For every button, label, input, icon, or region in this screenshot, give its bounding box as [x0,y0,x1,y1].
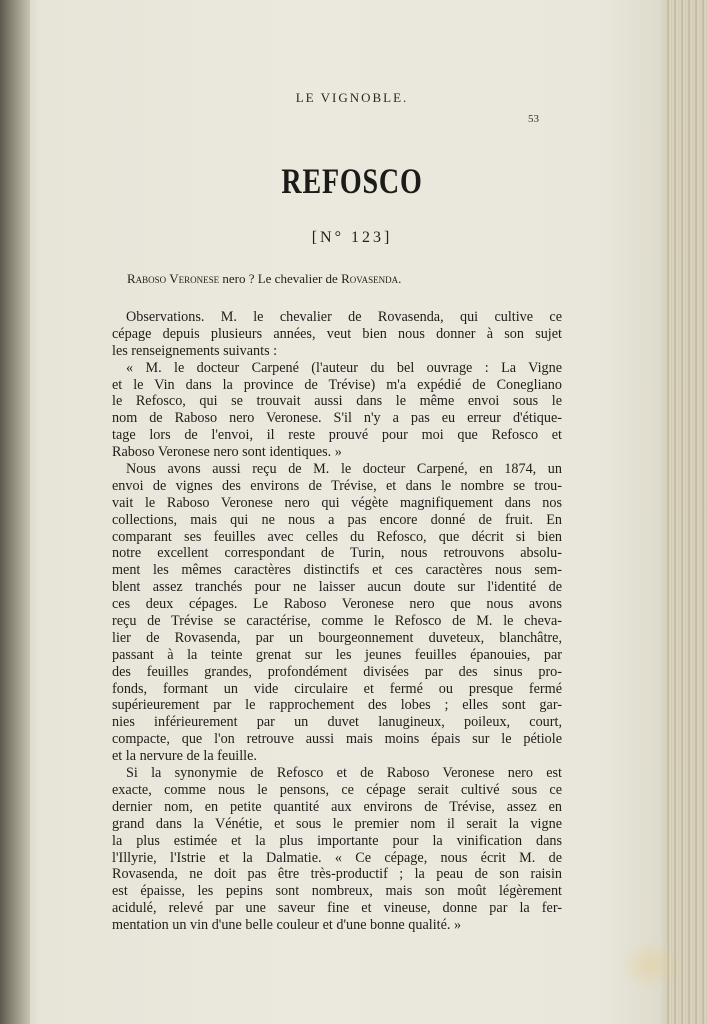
body-line: exacte, comme nous le pensons, ce cépage serait cultivé sous ce [112,781,562,798]
body-line: passant à la teinte grenat sur les jeunes feuilles épanouies, par [112,646,562,663]
page-title: REFOSCO [281,161,423,201]
body-line: Si la synonymie de Refosco et de Raboso Veronese nero est [126,765,562,782]
body-line: ces deux cépages. Le Raboso Veronese nero que nous avons [112,596,562,613]
synonyms-line [127,271,401,287]
body-text [112,309,562,934]
body-line: lier de Rovasenda, par un bourgeonnement duveteux, blanchâtre, [112,629,562,646]
body-line: la plus estimée et la plus importante pour la vinification dans [112,832,562,849]
body-line: mentation un vin d'une belle couleur et d'une bonne qualité. » [112,917,462,934]
body-line: acidulé, relevé par une saveur fine et vineuse, donne par la fer- [112,900,562,917]
body-line: nom de Raboso nero Veronese. S'il n'y a pas eu erreur d'étique- [112,410,562,427]
body-line: et la nervure de la feuille. [112,748,257,765]
body-line: collections, mais qui ne nous a pas encore donné de fruit. En [112,511,562,528]
body-line: supérieurement par le rapprochement des lobes ; elles sont gar- [112,697,562,714]
body-line: Rovasenda, ne doit pas être très-productif ; la peau de son raisin [112,866,562,883]
body-line: cépage depuis plusieurs années, veut bien nous donner à son sujet [112,325,562,342]
body-line: Raboso Veronese nero sont identiques. » [112,444,342,461]
synonym-name: Raboso Veronese [127,271,220,286]
body-line: vait le Raboso Veronese nero qui végète magnifiquement dans nos [112,494,562,511]
body-line: envoi de vignes des environs de Trévise, et dans le nombre se trou- [112,477,562,494]
body-line: comparant ses feuilles avec celles du Refosco, que décrit si bien [112,528,562,545]
body-line: l'Illyrie, l'Istrie et la Dalmatie. « Ce cépage, nous écrit M. de [112,849,562,866]
synonym-author: Rovasenda [341,271,399,286]
book-gutter [0,0,30,1024]
body-line: Nous avons aussi reçu de M. le docteur Carpené, en 1874, un [126,461,562,478]
body-line: grand dans la Vénétie, et sous le premier nom il serait la vigne [112,815,562,832]
body-line: Observations. M. le chevalier de Rovasenda, qui cultive ce [126,309,562,325]
page-content [32,0,672,1024]
body-line: ment les mêmes caractères distinctifs et ces caractères nous sem- [112,562,562,579]
body-line: le Refosco, qui se trouvait aussi dans le même envoi sous le [112,393,562,410]
body-line: nies inférieurement par un duvet lanugineux, poileux, court, [112,714,562,731]
body-line: compacte, que l'on retrouve aussi mais moins épais sur le pétiole [112,731,562,748]
page-number: 53 [528,113,539,125]
variety-number: [N° 123] [311,229,393,246]
body-line: blent assez tranchés pour ne laisser aucun doute sur l'identité de [112,579,562,596]
body-line: des feuilles grandes, profondément divisées par des sinus pro- [112,663,562,680]
running-head: LE VIGNOBLE. [295,90,409,105]
body-line: tage lors de l'envoi, il reste prouvé pour moi que Refosco et [112,427,562,444]
body-line: dernier nom, en petite quantité aux environs de Trévise, assez en [112,798,562,815]
synonym-text: nero ? Le chevalier de [219,271,342,286]
body-line: les renseignements suivants : [112,342,278,359]
body-line: « M. le docteur Carpené (l'auteur du bel ouvrage : La Vigne [126,359,562,376]
synonym-end: . [398,271,402,286]
body-line: et le Vin dans la province de Trévise) m'a expédié de Conegliano [112,376,562,393]
body-line: reçu de Trévise se caractérise, comme le Refosco de M. le cheva- [112,613,562,630]
body-line: est épaisse, les pepins sont nombreux, mais son moût légèrement [112,883,562,900]
body-line: fonds, formant un vide circulaire et fermé ou presque fermé [112,680,562,697]
body-line: notre excellent correspondant de Turin, nous retrouvons absolu- [112,545,562,562]
